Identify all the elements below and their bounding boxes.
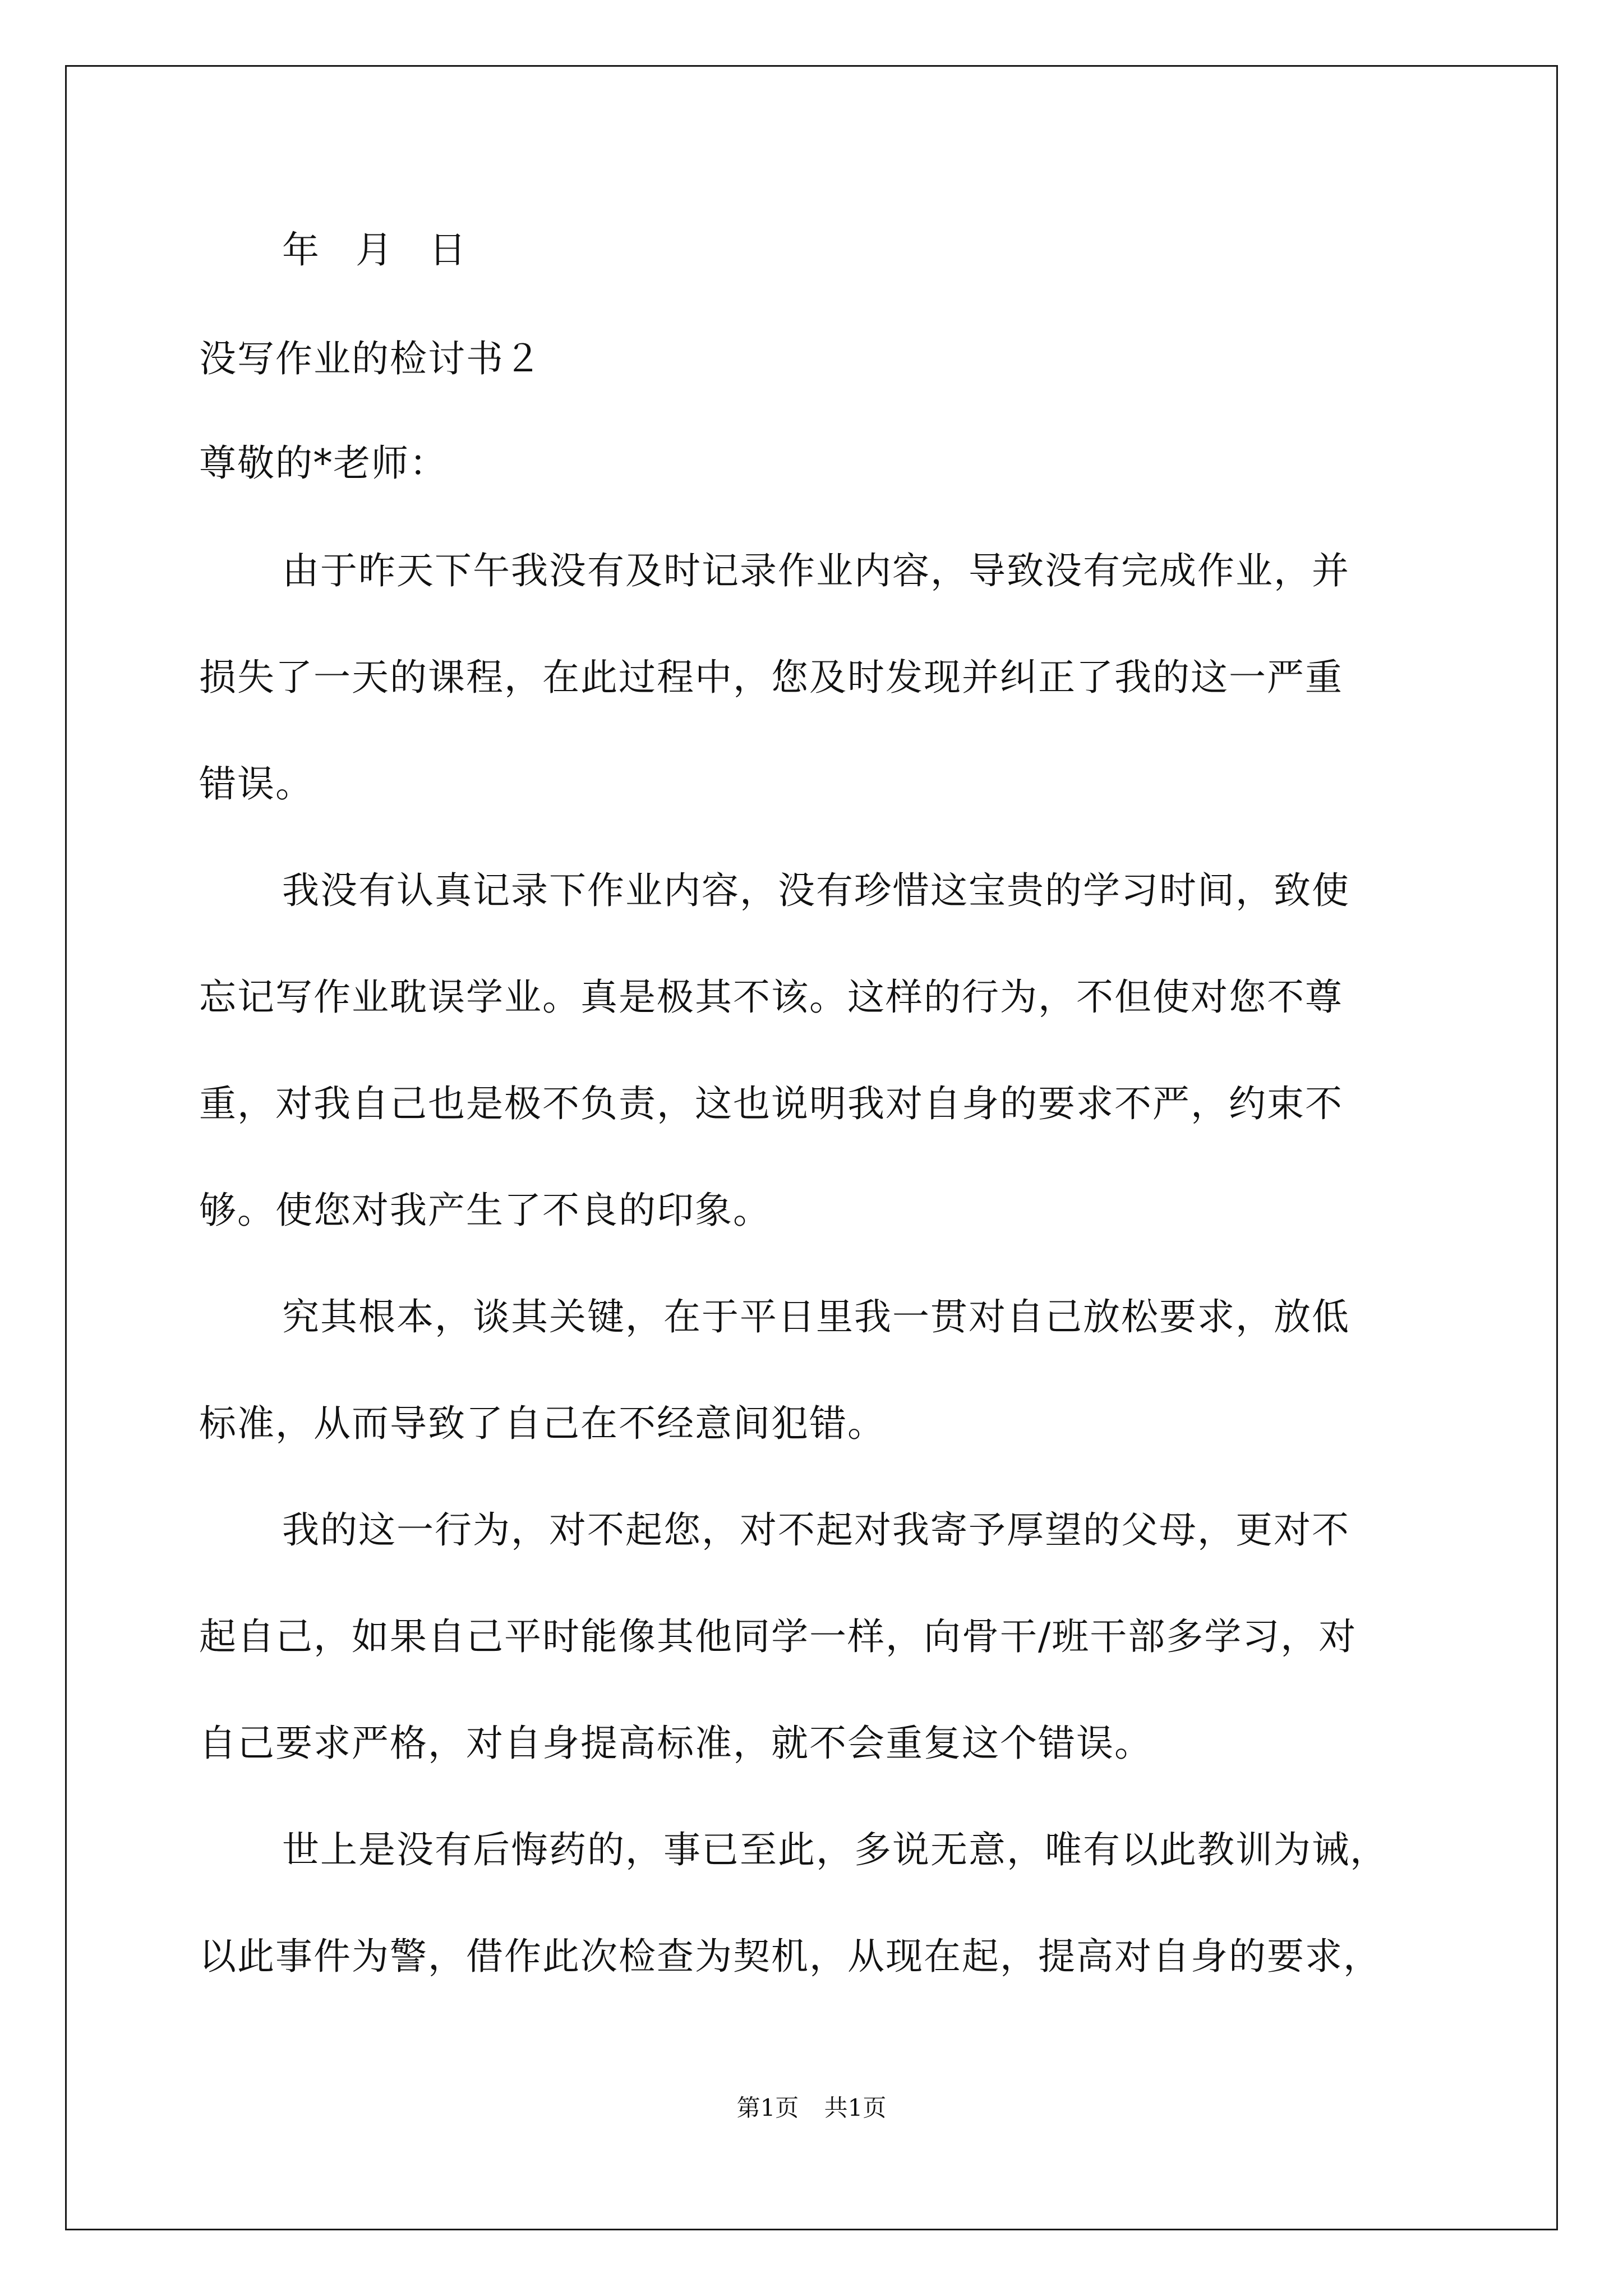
page-footer — [0, 2090, 1623, 2123]
paragraph-line: 错误。 — [199, 762, 313, 806]
paragraph-line: 我没有认真记录下作业内容，没有珍惜这宝贵的学习时间，致使 — [282, 869, 1350, 912]
paragraph-line: 损失了一天的课程，在此过程中，您及时发现并纠正了我的这一严重 — [199, 656, 1343, 699]
paragraph-line: 自己要求严格，对自身提高标准，就不会重复这个错误。 — [199, 1722, 1152, 1765]
page-number-current: 第1页 — [736, 2094, 799, 2122]
page-border — [65, 65, 1558, 2230]
paragraph-line: 够。使您对我产生了不良的印象。 — [199, 1189, 771, 1232]
paragraph-line: 标准，从而导致了自己在不经意间犯错。 — [199, 1402, 886, 1445]
salutation: 尊敬的*老师： — [199, 441, 448, 485]
paragraph-line: 究其根本，谈其关键，在于平日里我一贯对自己放松要求，放低 — [282, 1295, 1350, 1338]
document-title: 没写作业的检讨书２ — [199, 337, 542, 380]
paragraph-line: 我的这一行为，对不起您，对不起对我寄予厚望的父母，更对不 — [282, 1508, 1350, 1552]
paragraph-line: 世上是没有后悔药的，事已至此，多说无意，唯有以此教训为诫， — [282, 1828, 1388, 1871]
paragraph-line: 由于昨天下午我没有及时记录作业内容，导致没有完成作业，并 — [282, 549, 1350, 592]
date-line: 年 月 日 — [282, 228, 467, 272]
page-number-total: 共1页 — [824, 2094, 887, 2122]
paragraph-line: 忘记写作业耽误学业。真是极其不该。这样的行为，不但使对您不尊 — [199, 976, 1343, 1019]
paragraph-line: 以此事件为警，借作此次检查为契机，从现在起，提高对自身的要求， — [199, 1935, 1381, 1978]
paragraph-line: 重，对我自己也是极不负责，这也说明我对自身的要求不严，约束不 — [199, 1082, 1343, 1125]
paragraph-line: 起自己，如果自己平时能像其他同学一样，向骨干/班干部多学习，对 — [199, 1615, 1357, 1658]
